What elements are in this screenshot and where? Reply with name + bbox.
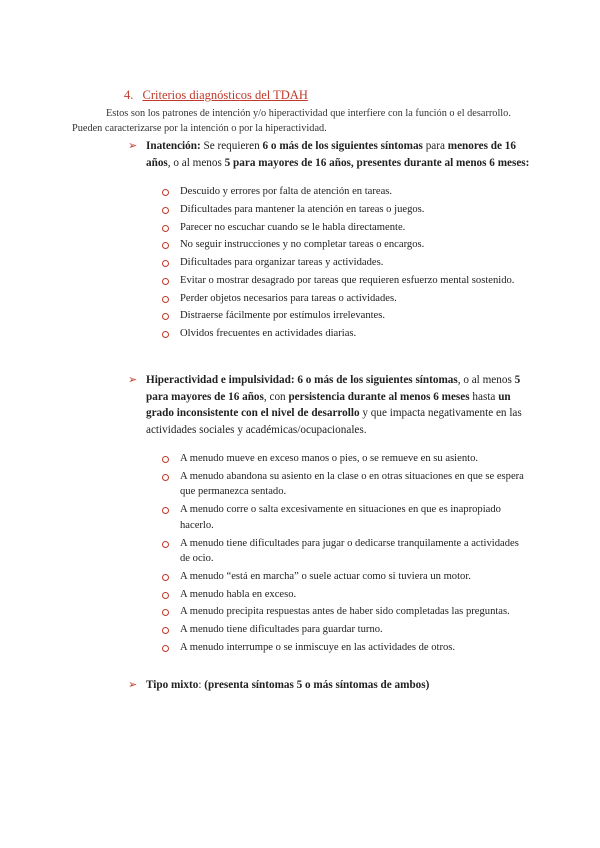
inatencion-list xyxy=(160,184,530,344)
circle-bullet-icon xyxy=(162,592,169,599)
list-item xyxy=(160,587,530,603)
section-mixto xyxy=(130,677,540,694)
list-item-text: No seguir instrucciones y no completar tareas o encargos. xyxy=(180,239,425,251)
list-item-text: A menudo “está en marcha” o suele actuar como si tuviera un motor. xyxy=(180,570,471,582)
arrow-bullet-icon: ➢ xyxy=(128,374,138,386)
list-item-text: A menudo tiene dificultades para guardar turno. xyxy=(180,624,383,636)
section-hiperactividad xyxy=(130,372,540,438)
circle-bullet-icon xyxy=(162,541,169,548)
circle-bullet-icon xyxy=(162,474,169,481)
circle-bullet-icon xyxy=(162,645,169,652)
list-item xyxy=(160,622,530,638)
list-item-text: A menudo tiene dificultades para jugar o dedicarse tranquilamente a actividades de ocio. xyxy=(180,537,519,565)
arrow-bullet-icon: ➢ xyxy=(128,140,138,152)
hiperactividad-list xyxy=(160,451,530,658)
inatencion-text: Inatención: Se requieren 6 o más de los siguientes síntomas para menores de 16 años, o al menos 5 para mayores de 16 años, presentes durante al menos 6 meses: xyxy=(146,140,530,169)
list-item-text: Perder objetos necesarios para tareas o actividades. xyxy=(180,292,397,304)
circle-bullet-icon xyxy=(162,456,169,463)
hiperactividad-text: Hiperactividad e impulsividad: 6 o más de los siguientes síntomas, o al menos 5 para mayores de 16 años, con persistencia durante al menos 6 meses hasta un grado inconsistente con el nivel de desarrollo y que impacta negativamente en las actividades sociales y académicas/ocupacionales. xyxy=(146,374,522,436)
list-item-text: Dificultades para organizar tareas y actividades. xyxy=(180,257,384,269)
circle-bullet-icon xyxy=(162,189,169,196)
list-item-text: Olvidos frecuentes en actividades diarias. xyxy=(180,328,357,340)
circle-bullet-icon xyxy=(162,331,169,338)
list-item-text: A menudo abandona su asiento en la clase o en otras situaciones en que se espera que permanezca sentado. xyxy=(180,470,524,498)
list-item xyxy=(160,308,530,324)
heading-number: 4. xyxy=(124,88,134,102)
circle-bullet-icon xyxy=(162,313,169,320)
list-item xyxy=(160,220,530,236)
list-item-text: A menudo mueve en exceso manos o pies, o se remueve en su asiento. xyxy=(180,453,479,464)
circle-bullet-icon xyxy=(162,260,169,267)
circle-bullet-icon xyxy=(162,507,169,514)
intro-paragraph: Estos son los patrones de intención y/o hiperactividad que interfiere con la función o el desarrollo. Pueden caracterizarse por la intención o por la hiperactividad. xyxy=(72,108,511,134)
circle-bullet-icon xyxy=(162,242,169,249)
list-item-text: A menudo corre o salta excesivamente en situaciones en que es inapropiado hacerlo. xyxy=(180,504,501,531)
section-inatencion xyxy=(130,138,540,171)
arrow-bullet-icon: ➢ xyxy=(128,679,138,691)
list-item-text: Distraerse fácilmente por estímulos irrelevantes. xyxy=(180,310,386,322)
list-item xyxy=(160,469,530,500)
mixto-text: Tipo mixto: (presenta síntomas 5 o más síntomas de ambos) xyxy=(146,679,430,691)
list-item xyxy=(160,326,530,342)
list-item-text: Descuido y errores por falta de atención en tareas. xyxy=(180,186,393,197)
list-item-text: Parecer no escuchar cuando se le habla directamente. xyxy=(180,221,406,233)
circle-bullet-icon xyxy=(162,225,169,232)
list-item-text: A menudo habla en exceso. xyxy=(180,588,297,600)
list-item-text: A menudo precipita respuestas antes de haber sido completadas las preguntas. xyxy=(180,606,510,618)
circle-bullet-icon xyxy=(162,278,169,285)
circle-bullet-icon xyxy=(162,574,169,581)
circle-bullet-icon xyxy=(162,296,169,303)
list-item xyxy=(160,640,530,656)
heading-title: Criterios diagnósticos del TDAH xyxy=(142,88,308,102)
list-item-text: Evitar o mostrar desagrado por tareas que requieren esfuerzo mental sostenido. xyxy=(180,274,515,286)
circle-bullet-icon xyxy=(162,609,169,616)
list-item xyxy=(160,202,530,218)
circle-bullet-icon xyxy=(162,627,169,634)
list-item xyxy=(160,273,530,289)
list-item-text: A menudo interrumpe o se inmiscuye en las actividades de otros. xyxy=(180,642,456,654)
section-heading xyxy=(124,88,308,103)
list-item xyxy=(160,237,530,253)
list-item xyxy=(160,536,530,567)
list-item xyxy=(160,502,530,533)
list-item xyxy=(160,184,530,200)
list-item xyxy=(160,604,530,620)
list-item xyxy=(160,569,530,585)
list-item xyxy=(160,255,530,271)
list-item xyxy=(160,291,530,307)
list-item-text: Dificultades para mantener la atención en tareas o juegos. xyxy=(180,203,425,215)
circle-bullet-icon xyxy=(162,207,169,214)
list-item xyxy=(160,451,530,467)
